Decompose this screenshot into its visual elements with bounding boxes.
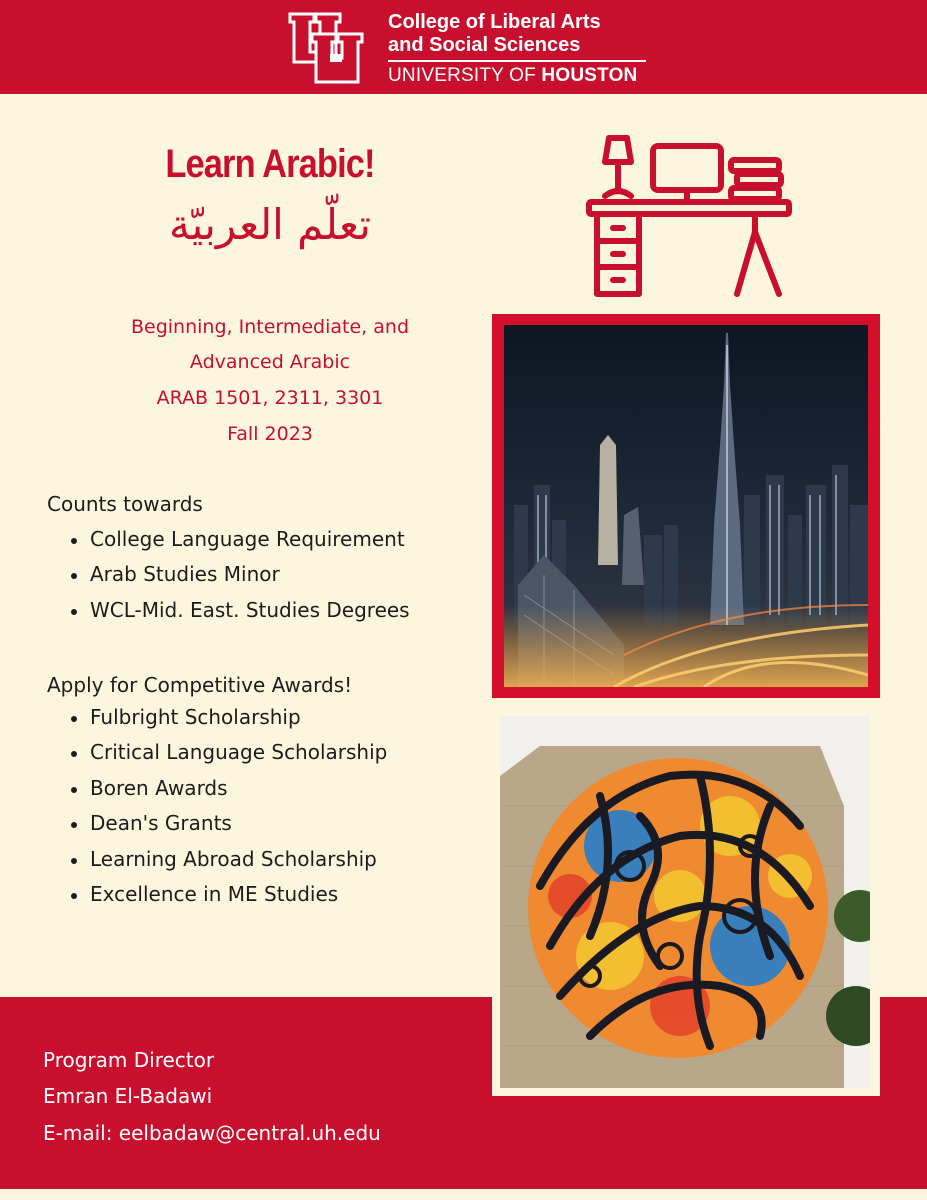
director-name: Emran El-Badawi: [43, 1084, 213, 1108]
counts-heading: Counts towards: [47, 492, 203, 516]
list-item: College Language Requirement: [68, 527, 410, 562]
city-skyline-photo: [504, 325, 868, 687]
list-item: Dean's Grants: [68, 811, 387, 846]
list-item: Fulbright Scholarship: [68, 705, 387, 740]
director-label: Program Director: [43, 1048, 215, 1072]
desk-computer-icon: [583, 134, 793, 298]
director-email: E-mail: eelbadaw@central.uh.edu: [43, 1121, 381, 1145]
counts-list: [68, 527, 410, 633]
university-houston: HOUSTON: [541, 65, 638, 86]
course-levels-line2: Advanced Arabic: [189, 351, 351, 373]
course-term: Fall 2023: [227, 423, 313, 445]
list-item: Boren Awards: [68, 776, 387, 811]
calligraphy-mural-photo: [500, 716, 870, 1088]
list-item: WCL-Mid. East. Studies Degrees: [68, 598, 410, 633]
course-numbers: ARAB 1501, 2311, 3301: [156, 387, 384, 409]
page-title-arabic: تعلّم العربيّة: [169, 200, 371, 249]
mural-photo-frame: [492, 706, 880, 1096]
college-name-line1: College of Liberal Arts: [388, 11, 601, 33]
list-item: Critical Language Scholarship: [68, 740, 387, 775]
awards-list: [68, 705, 387, 917]
list-item: Learning Abroad Scholarship: [68, 847, 387, 882]
university-name: [388, 65, 637, 87]
list-item: Arab Studies Minor: [68, 562, 410, 597]
list-item: Excellence in ME Studies: [68, 882, 387, 917]
header-band: [0, 0, 927, 94]
course-levels-line1: Beginning, Intermediate, and: [130, 316, 409, 338]
college-name-line2: and Social Sciences: [388, 34, 581, 56]
city-photo-frame: [492, 314, 880, 698]
header-divider: [388, 60, 646, 62]
university-prefix: UNIVERSITY OF: [388, 65, 542, 86]
page-title-english: Learn Arabic!: [165, 142, 375, 186]
awards-heading: Apply for Competitive Awards!: [47, 673, 353, 697]
uh-logo-icon: [284, 8, 368, 88]
